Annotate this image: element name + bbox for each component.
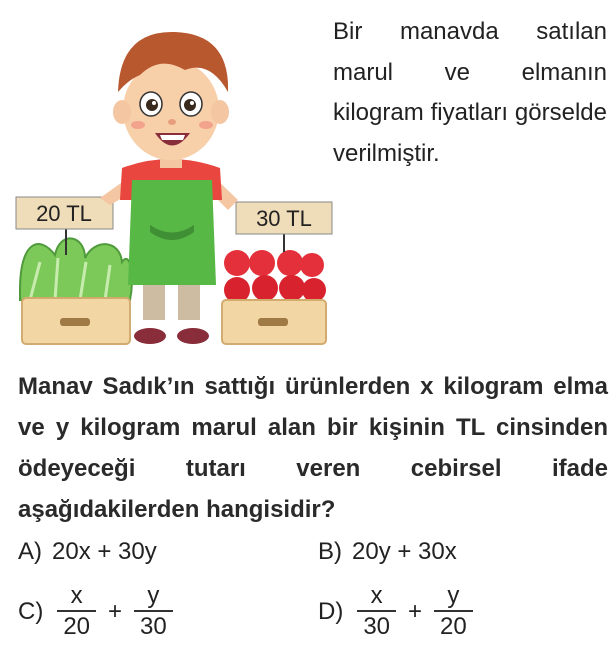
apple-crate — [222, 250, 326, 344]
choice-c-f1-denominator: 20 — [63, 613, 91, 640]
choice-b-text: 20y + 30x — [352, 538, 457, 565]
choice-c-f1-numerator: x — [70, 582, 83, 609]
intro-text: Bir manavda satılan marul ve elmanın kilogram fiyatları görselde verilmiştir. — [333, 18, 607, 167]
choice-c-f2-denominator: 30 — [140, 613, 167, 640]
choice-c-operator: + — [108, 598, 123, 625]
choice-c[interactable] — [18, 582, 177, 642]
choice-d-f2-denominator: 20 — [440, 613, 467, 640]
lettuce-price-label: 20 TL — [36, 201, 92, 226]
choice-d-f1-denominator: 30 — [363, 613, 391, 640]
choice-c-fraction-2 — [134, 582, 173, 642]
choice-a[interactable] — [18, 538, 157, 566]
choice-d-fraction-2 — [434, 582, 473, 642]
choice-b-label: B) — [318, 538, 342, 565]
question-text: Manav Sadık’ın sattığı ürünlerden x kilogram elma ve y kilogram marul alan bir kişinin TL cinsinden ödeyeceği tutarı veren cebirsel ifade aşağıdakilerden hangisidir? — [18, 373, 608, 523]
choice-d-label: D) — [318, 598, 344, 625]
choice-d-f2-numerator: y — [447, 582, 460, 609]
choice-c-fraction-1 — [57, 582, 96, 642]
apple-price-sign — [236, 202, 332, 252]
choice-c-label: C) — [18, 598, 44, 625]
choice-d-fraction-1 — [357, 582, 396, 642]
choice-d-f1-numerator: x — [370, 582, 383, 609]
choice-c-f2-numerator: y — [147, 582, 160, 609]
lettuce-crate — [20, 238, 132, 344]
choice-b[interactable] — [318, 538, 457, 566]
apple-price-label: 30 TL — [256, 206, 312, 231]
choice-d-operator: + — [408, 598, 423, 625]
choice-d[interactable] — [318, 582, 477, 642]
grocer-illustration — [0, 0, 335, 355]
choice-a-text: 20x + 30y — [52, 538, 157, 565]
choice-a-label: A) — [18, 538, 42, 565]
